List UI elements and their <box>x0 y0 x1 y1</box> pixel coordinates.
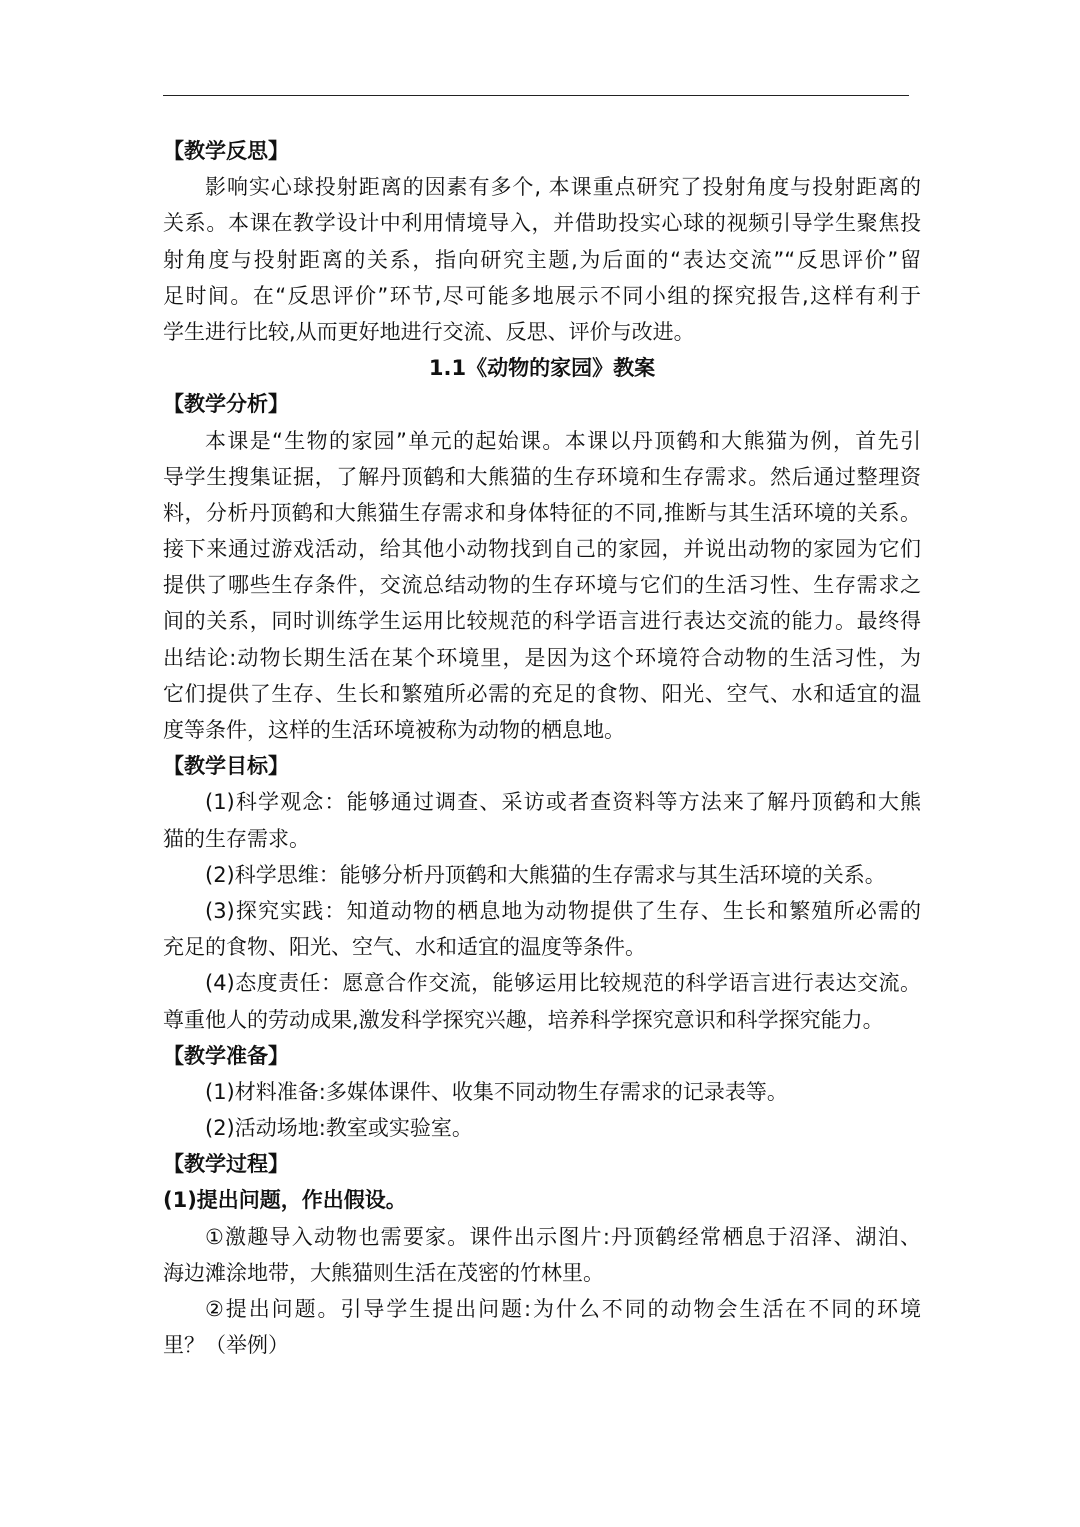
reflection-line: 学生进行比较,从而更好地进行交流、反思、评价与改进。 <box>163 319 695 344</box>
analysis-line: 提供了哪些生存条件，交流总结动物的生存环境与它们的生活习性、生存需求之 <box>163 573 921 598</box>
reflection-heading: 【教学反思】 <box>163 139 289 163</box>
reflection-line: 影响实心球投射距离的因素有多个, 本课重点研究了投射角度与投射距离的 <box>205 175 921 200</box>
process-line: ①激趣导入动物也需要家。课件出示图片:丹顶鹤经常栖息于沼泽、湖泊、 <box>205 1224 921 1249</box>
reflection-line: 足时间。在“反思评价”环节,尽可能多地展示不同小组的探究报告,这样有利于 <box>163 283 921 308</box>
goal-line: 尊重他人的劳动成果,激发科学探究兴趣，培养科学探究意识和科学探究能力。 <box>163 1007 884 1032</box>
reflection-line: 关系。本课在教学设计中利用情境导入，并借助投实心球的视频引导学生聚焦投 <box>163 211 921 236</box>
preparation-heading: 【教学准备】 <box>163 1043 289 1068</box>
goal-line: 充足的食物、阳光、空气、水和适宜的温度等条件。 <box>163 935 646 960</box>
process-line: ②提出问题。引导学生提出问题:为什么不同的动物会生活在不同的环境 <box>205 1297 921 1321</box>
goal-line: (2)科学思维：能够分析丹顶鹤和大熊猫的生存需求与其生活环境的关系。 <box>205 862 886 887</box>
goal-line: (1)科学观念：能够通过调查、采访或者查资料等方法来了解丹顶鹤和大熊 <box>205 790 921 815</box>
reflection-line: 射角度与投射距离的关系，指向研究主题,为后面的“表达交流”“反思评价”留 <box>163 247 921 272</box>
lesson-title: 1.1《动物的家园》教案 <box>428 356 656 381</box>
process-step-title: (1)提出问题，作出假设。 <box>163 1188 407 1213</box>
analysis-line: 料，分析丹顶鹤和大熊猫生存需求和身体特征的不同,推断与其生活环境的关系。 <box>163 500 921 525</box>
analysis-line: 间的关系，同时训练学生运用比较规范的科学语言进行表达交流的能力。最终得 <box>163 609 921 634</box>
analysis-line: 导学生搜集证据，了解丹顶鹤和大熊猫的生存环境和生存需求。然后通过整理资 <box>163 464 921 489</box>
analysis-line: 出结论:动物长期生活在某个环境里，是因为这个环境符合动物的生活习性，为 <box>163 645 921 670</box>
header-rule <box>163 95 909 96</box>
analysis-line: 度等条件，这样的生活环境被称为动物的栖息地。 <box>163 718 625 742</box>
goal-line: (4)态度责任：愿意合作交流，能够运用比较规范的科学语言进行表达交流。 <box>205 971 921 996</box>
preparation-line: (1)材料准备:多媒体课件、收集不同动物生存需求的记录表等。 <box>205 1079 788 1104</box>
process-line: 海边滩涂地带，大熊猫则生活在茂密的竹林里。 <box>163 1260 604 1285</box>
process-line: 里？（举例） <box>163 1333 289 1358</box>
preparation-line: (2)活动场地:教室或实验室。 <box>205 1116 473 1141</box>
goal-line: (3)探究实践：知道动物的栖息地为动物提供了生存、生长和繁殖所必需的 <box>205 898 921 923</box>
process-heading: 【教学过程】 <box>163 1152 289 1177</box>
document-body <box>163 133 921 1363</box>
analysis-line: 接下来通过游戏活动，给其他小动物找到自己的家园，并说出动物的家园为它们 <box>163 537 921 562</box>
goal-line: 猫的生存需求。 <box>163 826 310 851</box>
analysis-heading: 【教学分析】 <box>163 392 289 417</box>
analysis-line: 本课是“生物的家园”单元的起始课。本课以丹顶鹤和大熊猫为例，首先引 <box>205 428 921 453</box>
analysis-line: 它们提供了生存、生长和繁殖所必需的充足的食物、阳光、空气、水和适宜的温 <box>163 681 921 706</box>
goals-heading: 【教学目标】 <box>163 754 289 779</box>
